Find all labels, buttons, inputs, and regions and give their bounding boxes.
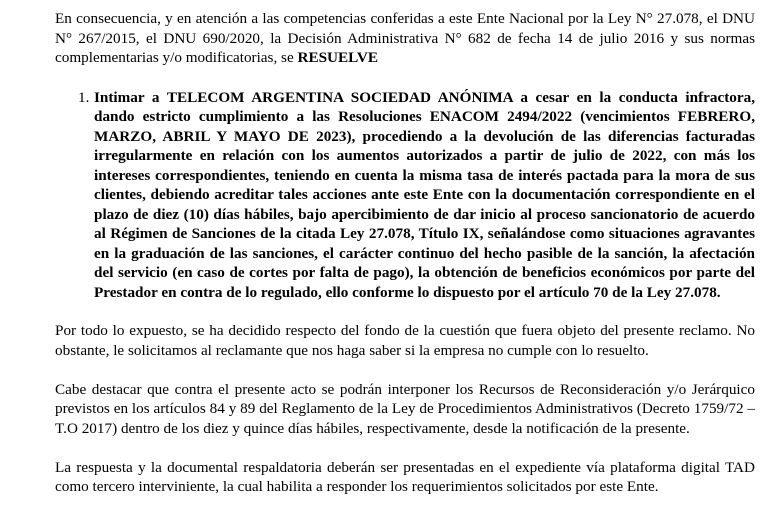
document-page bbox=[55, 9, 755, 497]
intro-paragraph bbox=[55, 9, 755, 68]
resolve-keyword: RESUELVE bbox=[297, 49, 378, 66]
intro-text: En consecuencia, y en atención a las competencias conferidas a este Ente Nacional por la Ley N° 27.078, el DNU N° 267/2015, el DNU 690/2020, la Decisión Administrativa N° 682 de fecha 14 de julio 2016 y sus normas complementarias y/o modificatorias, se bbox=[55, 10, 755, 66]
resolution-item bbox=[78, 88, 755, 303]
resolution-item-number: 1. bbox=[78, 88, 90, 106]
conclusion-paragraph: Por todo lo expuesto, se ha decidido respecto del fondo de la cuestión que fuera objeto del presente reclamo. No obstante, le solicitamos al reclamante que nos haga saber si la empresa no cumple con lo resuelto. bbox=[55, 322, 755, 359]
appeal-paragraph: Cabe destacar que contra el presente acto se podrán interponer los Recursos de Reconsideración y/o Jerárquico previstos en los artículos 84 y 89 del Reglamento de la Ley de Procedimientos Administrativos (Decreto 1759/72 – T.O 2017) dentro de los diez y quince días hábiles, respectivamente, desde la notificación de la presente. bbox=[55, 380, 755, 437]
submission-paragraph: La respuesta y la documental respaldatoria deberán ser presentadas en el expediente vía plataforma digital TAD como tercero interviniente, la cual habilita a responder los requerimientos solicitados por este Ente. bbox=[55, 458, 755, 495]
resolution-item-text: Intimar a TELECOM ARGENTINA SOCIEDAD ANÓNIMA a cesar en la conducta infractora, dando estricto cumplimiento a las Resoluciones ENACOM 2494/2022 (vencimientos FEBRERO, MARZO, ABRIL Y MAYO DE 2023), procediendo a la devolución de las diferencias facturadas irregularmente en relación con los aumentos autorizados a partir de julio de 2022, con más los intereses correspondientes, teniendo en cuenta la misma tasa de interés pactada para la mora de sus clientes, debiendo acreditar tales acciones ante este Ente con la documentación correspondiente en el plazo de diez (10) días hábiles, bajo apercibimiento de dar inicio al proceso sancionatorio de acuerdo al Régimen de Sanciones de la citada Ley 27.078, Título IX, señalándose como situaciones agravantes en la graduación de las sanciones, el carácter continuo del hecho pasible de la sanción, la afectación del servicio (en caso de cortes por falta de pago), la obtención de beneficios económicos por parte del Prestador en contra de lo regulado, ello conforme lo dispuesto por el artículo 70 de la Ley 27.078. bbox=[94, 88, 755, 301]
